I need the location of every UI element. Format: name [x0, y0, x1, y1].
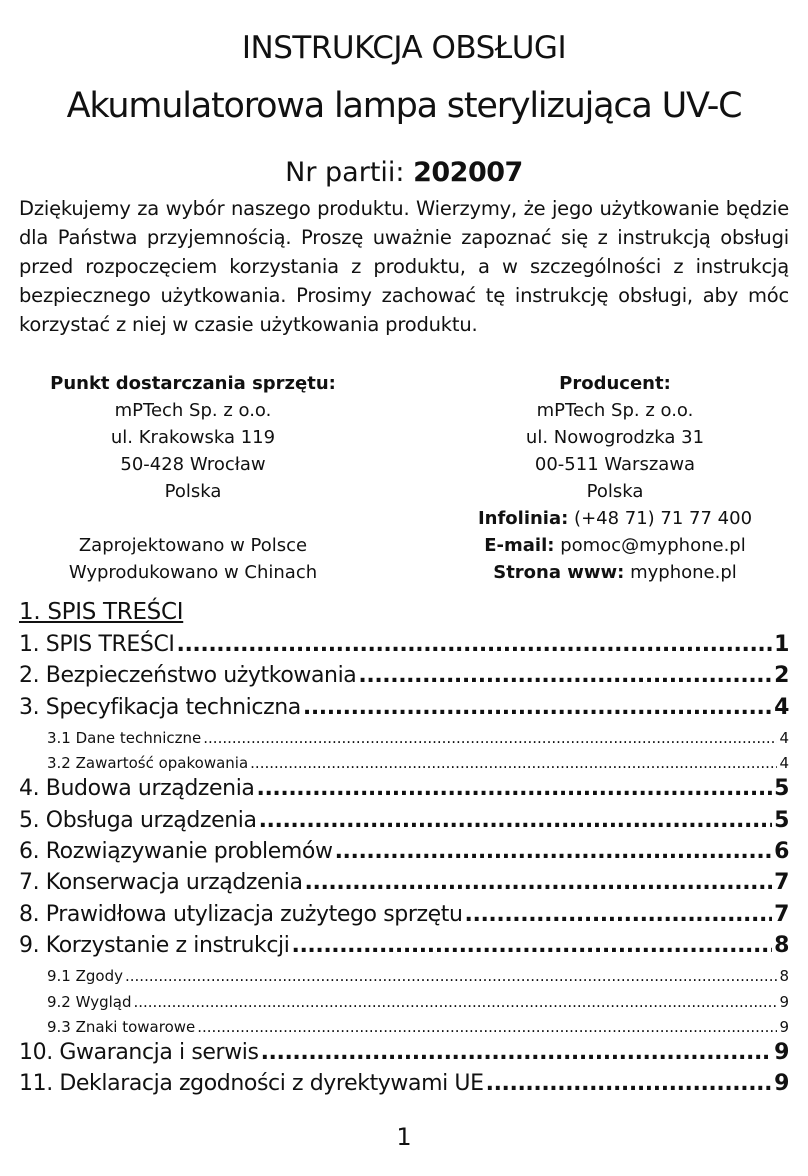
toc-entry-label: 6. Rozwiązywanie problemów: [19, 839, 333, 865]
toc-leader: [358, 663, 772, 688]
toc-entry-page: 2: [774, 663, 789, 689]
toc-entry-page: 5: [774, 776, 789, 802]
hotline-number[interactable]: (+48 71) 71 77 400: [568, 508, 753, 529]
delivery-street: ul. Krakowska 119: [110, 427, 276, 448]
toc-entry[interactable]: [19, 933, 789, 964]
toc-heading: 1. SPIS TREŚCI: [19, 599, 184, 625]
toc-leader: [465, 902, 773, 927]
toc-entry-label: 3.2 Zawartość opakowania: [47, 754, 249, 773]
toc-leader: [197, 1015, 777, 1040]
toc-entry-label: 9.3 Znaki towarowe: [47, 1017, 196, 1036]
producer-street: ul. Nowogrodzka 31: [525, 427, 705, 448]
website-label: Strona www:: [493, 562, 625, 583]
toc-entry-page: 9: [774, 1040, 789, 1066]
toc-entry-label: 8. Prawidłowa utylizacja zużytego sprzętu: [19, 901, 463, 927]
toc-subentry[interactable]: [19, 1015, 789, 1040]
toc-entry-label: 9. Korzystanie z instrukcji: [19, 932, 290, 958]
toc-entry-page: 5: [774, 807, 789, 833]
toc-entry-page: 8: [779, 967, 789, 986]
toc-subentry[interactable]: [19, 990, 789, 1015]
toc-entry[interactable]: [19, 776, 789, 807]
toc-leader: [303, 695, 772, 720]
batch-line: [0, 157, 808, 188]
made-in: Wyprodukowano w Chinach: [68, 562, 318, 583]
toc-entry-label: 5. Obsługa urządzenia: [19, 807, 257, 833]
delivery-address-block: [28, 370, 358, 586]
toc-subentry[interactable]: [19, 751, 789, 776]
toc-entry[interactable]: [19, 663, 789, 694]
toc-entry-page: 4: [779, 728, 789, 747]
toc-leader: [177, 632, 773, 657]
delivery-city: 50-428 Wrocław: [120, 454, 266, 475]
toc-entry-page: 4: [774, 694, 789, 720]
producer-city: 00-511 Warszawa: [534, 454, 696, 475]
toc-entry[interactable]: [19, 695, 789, 726]
page-number: 1: [396, 1123, 412, 1151]
toc-subentry[interactable]: [19, 964, 789, 989]
toc-entry-label: 4. Budowa urządzenia: [19, 776, 255, 802]
website-line: [450, 559, 780, 586]
table-of-contents: [19, 632, 789, 1103]
producer-company: mPTech Sp. z o.o.: [536, 400, 694, 421]
hotline-line: [450, 505, 780, 532]
toc-entry[interactable]: [19, 1040, 789, 1071]
toc-entry[interactable]: [19, 1071, 789, 1102]
producer-country: Polska: [586, 481, 644, 502]
toc-entry-page: 6: [774, 839, 789, 865]
toc-entry-label: 7. Konserwacja urządzenia: [19, 870, 303, 896]
toc-leader: [261, 1040, 773, 1065]
email-address[interactable]: pomoc@myphone.pl: [554, 535, 746, 556]
toc-subentry[interactable]: [19, 726, 789, 751]
producer-heading: Producent:: [559, 373, 671, 394]
toc-entry[interactable]: [19, 870, 789, 901]
toc-entry-label: 10. Gwarancja i serwis: [19, 1040, 259, 1066]
toc-entry-label: 1. SPIS TREŚCI: [19, 632, 175, 657]
toc-entry[interactable]: [19, 902, 789, 933]
toc-leader: [250, 751, 777, 776]
toc-entry-page: 8: [774, 932, 789, 958]
toc-entry[interactable]: [19, 808, 789, 839]
toc-leader: [125, 964, 777, 989]
toc-entry-label: 11. Deklaracja zgodności z dyrektywami UE: [19, 1071, 484, 1097]
email-line: [450, 532, 780, 559]
product-name: Akumulatorowa lampa sterylizująca UV-C: [66, 86, 742, 126]
batch-number: 202007: [413, 157, 523, 188]
toc-entry-page: 9: [774, 1071, 789, 1097]
spacer: [28, 505, 358, 532]
toc-entry-page: 9: [779, 992, 789, 1011]
toc-entry-label: 3. Specyfikacja techniczna: [19, 694, 301, 720]
hotline-label: Infolinia:: [477, 508, 569, 529]
batch-label: Nr partii:: [285, 157, 414, 188]
toc-entry[interactable]: [19, 632, 789, 663]
toc-leader: [133, 990, 777, 1015]
toc-entry[interactable]: [19, 839, 789, 870]
designed-in: Zaprojektowano w Polsce: [78, 535, 308, 556]
toc-leader: [486, 1071, 772, 1096]
toc-leader: [203, 726, 777, 751]
toc-entry-label: 3.1 Dane techniczne: [47, 728, 202, 747]
toc-entry-label: 9.2 Wygląd: [47, 992, 132, 1011]
delivery-company: mPTech Sp. z o.o.: [114, 400, 272, 421]
toc-entry-page: 9: [779, 1017, 789, 1036]
toc-leader: [305, 870, 773, 895]
toc-entry-page: 7: [774, 870, 789, 896]
delivery-heading: Punkt dostarczania sprzętu:: [50, 373, 336, 394]
producer-address-block: [450, 370, 780, 586]
toc-entry-label: 2. Bezpieczeństwo użytkowania: [19, 663, 357, 689]
toc-leader: [259, 808, 773, 833]
toc-entry-page: 4: [779, 754, 789, 773]
toc-leader: [291, 933, 772, 958]
toc-leader: [257, 776, 773, 801]
intro-paragraph: Dziękujemy za wybór naszego produktu. Wierzymy, że jego użytkowanie będzie dla Państwa przyjemnością. Proszę uważnie zapoznać się z instrukcją obsługi przed rozpoczęciem korzystania z produktu, a w szczególności z instrukcją bezpiecznego użytkowania. Prosimy zachować tę instrukcję obsługi, aby móc korzystać z niej w czasie użytkowania produktu.: [19, 197, 789, 336]
toc-entry-label: 9.1 Zgody: [47, 967, 123, 986]
toc-entry-page: 1: [774, 632, 789, 657]
toc-entry-page: 7: [774, 901, 789, 927]
toc-leader: [335, 839, 772, 864]
manual-title: INSTRUKCJA OBSŁUGI: [241, 30, 567, 66]
website-link[interactable]: myphone.pl: [624, 562, 737, 583]
delivery-country: Polska: [164, 481, 222, 502]
email-label: E-mail:: [484, 535, 555, 556]
